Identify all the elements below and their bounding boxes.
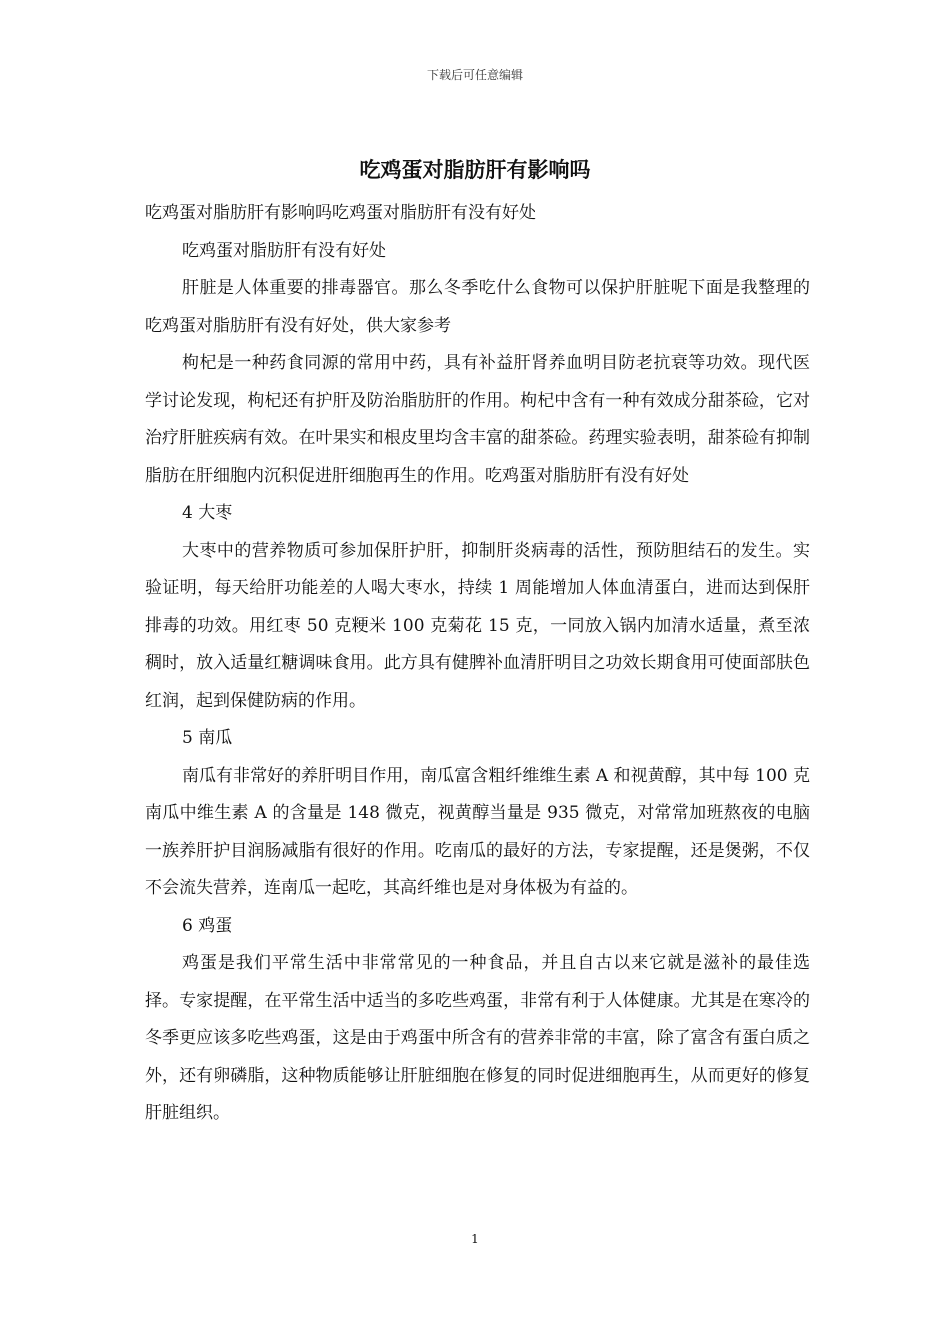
header-note: 下载后可任意编辑 (426, 68, 523, 82)
document-body (145, 195, 810, 1133)
body-paragraph: 大枣中的营养物质可参加保肝护肝，抑制肝炎病毒的活性，预防胆结石的发生。实验证明，每天给肝功能差的人喝大枣水，持续 1 周能增加人体血清蛋白，进而达到保肝排毒的功效。用红枣 50 克粳米 100 克菊花 15 克，一同放入锅内加清水适量，煮至浓稠时，放入适量红糖调味食用。此方具有健脾补血清肝明目之功效长期食用可使面部肤色红润，起到保健防病的作用。 (145, 540, 810, 711)
body-paragraph: 南瓜有非常好的养肝明目作用，南瓜富含粗纤维维生素 A 和视黄醇，其中每 100 克南瓜中维生素 A 的含量是 148 微克，视黄醇当量是 935 微克，对常常加班熬夜的电脑一族养肝护目润肠减脂有很好的作用。吃南瓜的最好的方法，专家提醒，还是煲粥，不仅不会流失营养，连南瓜一起吃，其高纤维也是对身体极为有益的。 (145, 765, 810, 898)
body-paragraph: 鸡蛋是我们平常生活中非常常见的一种食品，并且自古以来它就是滋补的最佳选择。专家提醒，在平常生活中适当的多吃些鸡蛋，非常有利于人体健康。尤其是在寒冷的冬季更应该多吃些鸡蛋，这是由于鸡蛋中所含有的营养非常的丰富，除了富含有蛋白质之外，还有卵磷脂，这种物质能够让肝脏细胞在修复的同时促进细胞再生，从而更好的修复肝脏组织。 (145, 953, 810, 1123)
section-heading: 6 鸡蛋 (182, 915, 233, 936)
page-number: 1 (471, 1232, 479, 1246)
body-paragraph: 吃鸡蛋对脂肪肝有没有好处 (182, 240, 386, 261)
document-title: 吃鸡蛋对脂肪肝有影响吗 (359, 158, 591, 182)
section-heading: 4 大枣 (182, 503, 233, 523)
body-paragraph: 肝脏是人体重要的排毒器官。那么冬季吃什么食物可以保护肝脏呢下面是我整理的吃鸡蛋对脂肪肝有没有好处，供大家参考 (145, 278, 810, 336)
body-paragraph: 枸杞是一种药食同源的常用中药，具有补益肝肾养血明目防老抗衰等功效。现代医学讨论发现，枸杞还有护肝及防治脂肪肝的作用。枸杞中含有一种有效成分甜茶硷，它对治疗肝脏疾病有效。在叶果实和根皮里均含丰富的甜茶硷。药理实验表明，甜茶硷有抑制脂肪在肝细胞内沉积促进肝细胞再生的作用。吃鸡蛋对脂肪肝有没有好处 (145, 353, 810, 486)
section-heading: 5 南瓜 (182, 728, 233, 748)
subtitle-paragraph: 吃鸡蛋对脂肪肝有影响吗吃鸡蛋对脂肪肝有没有好处 (145, 203, 536, 223)
